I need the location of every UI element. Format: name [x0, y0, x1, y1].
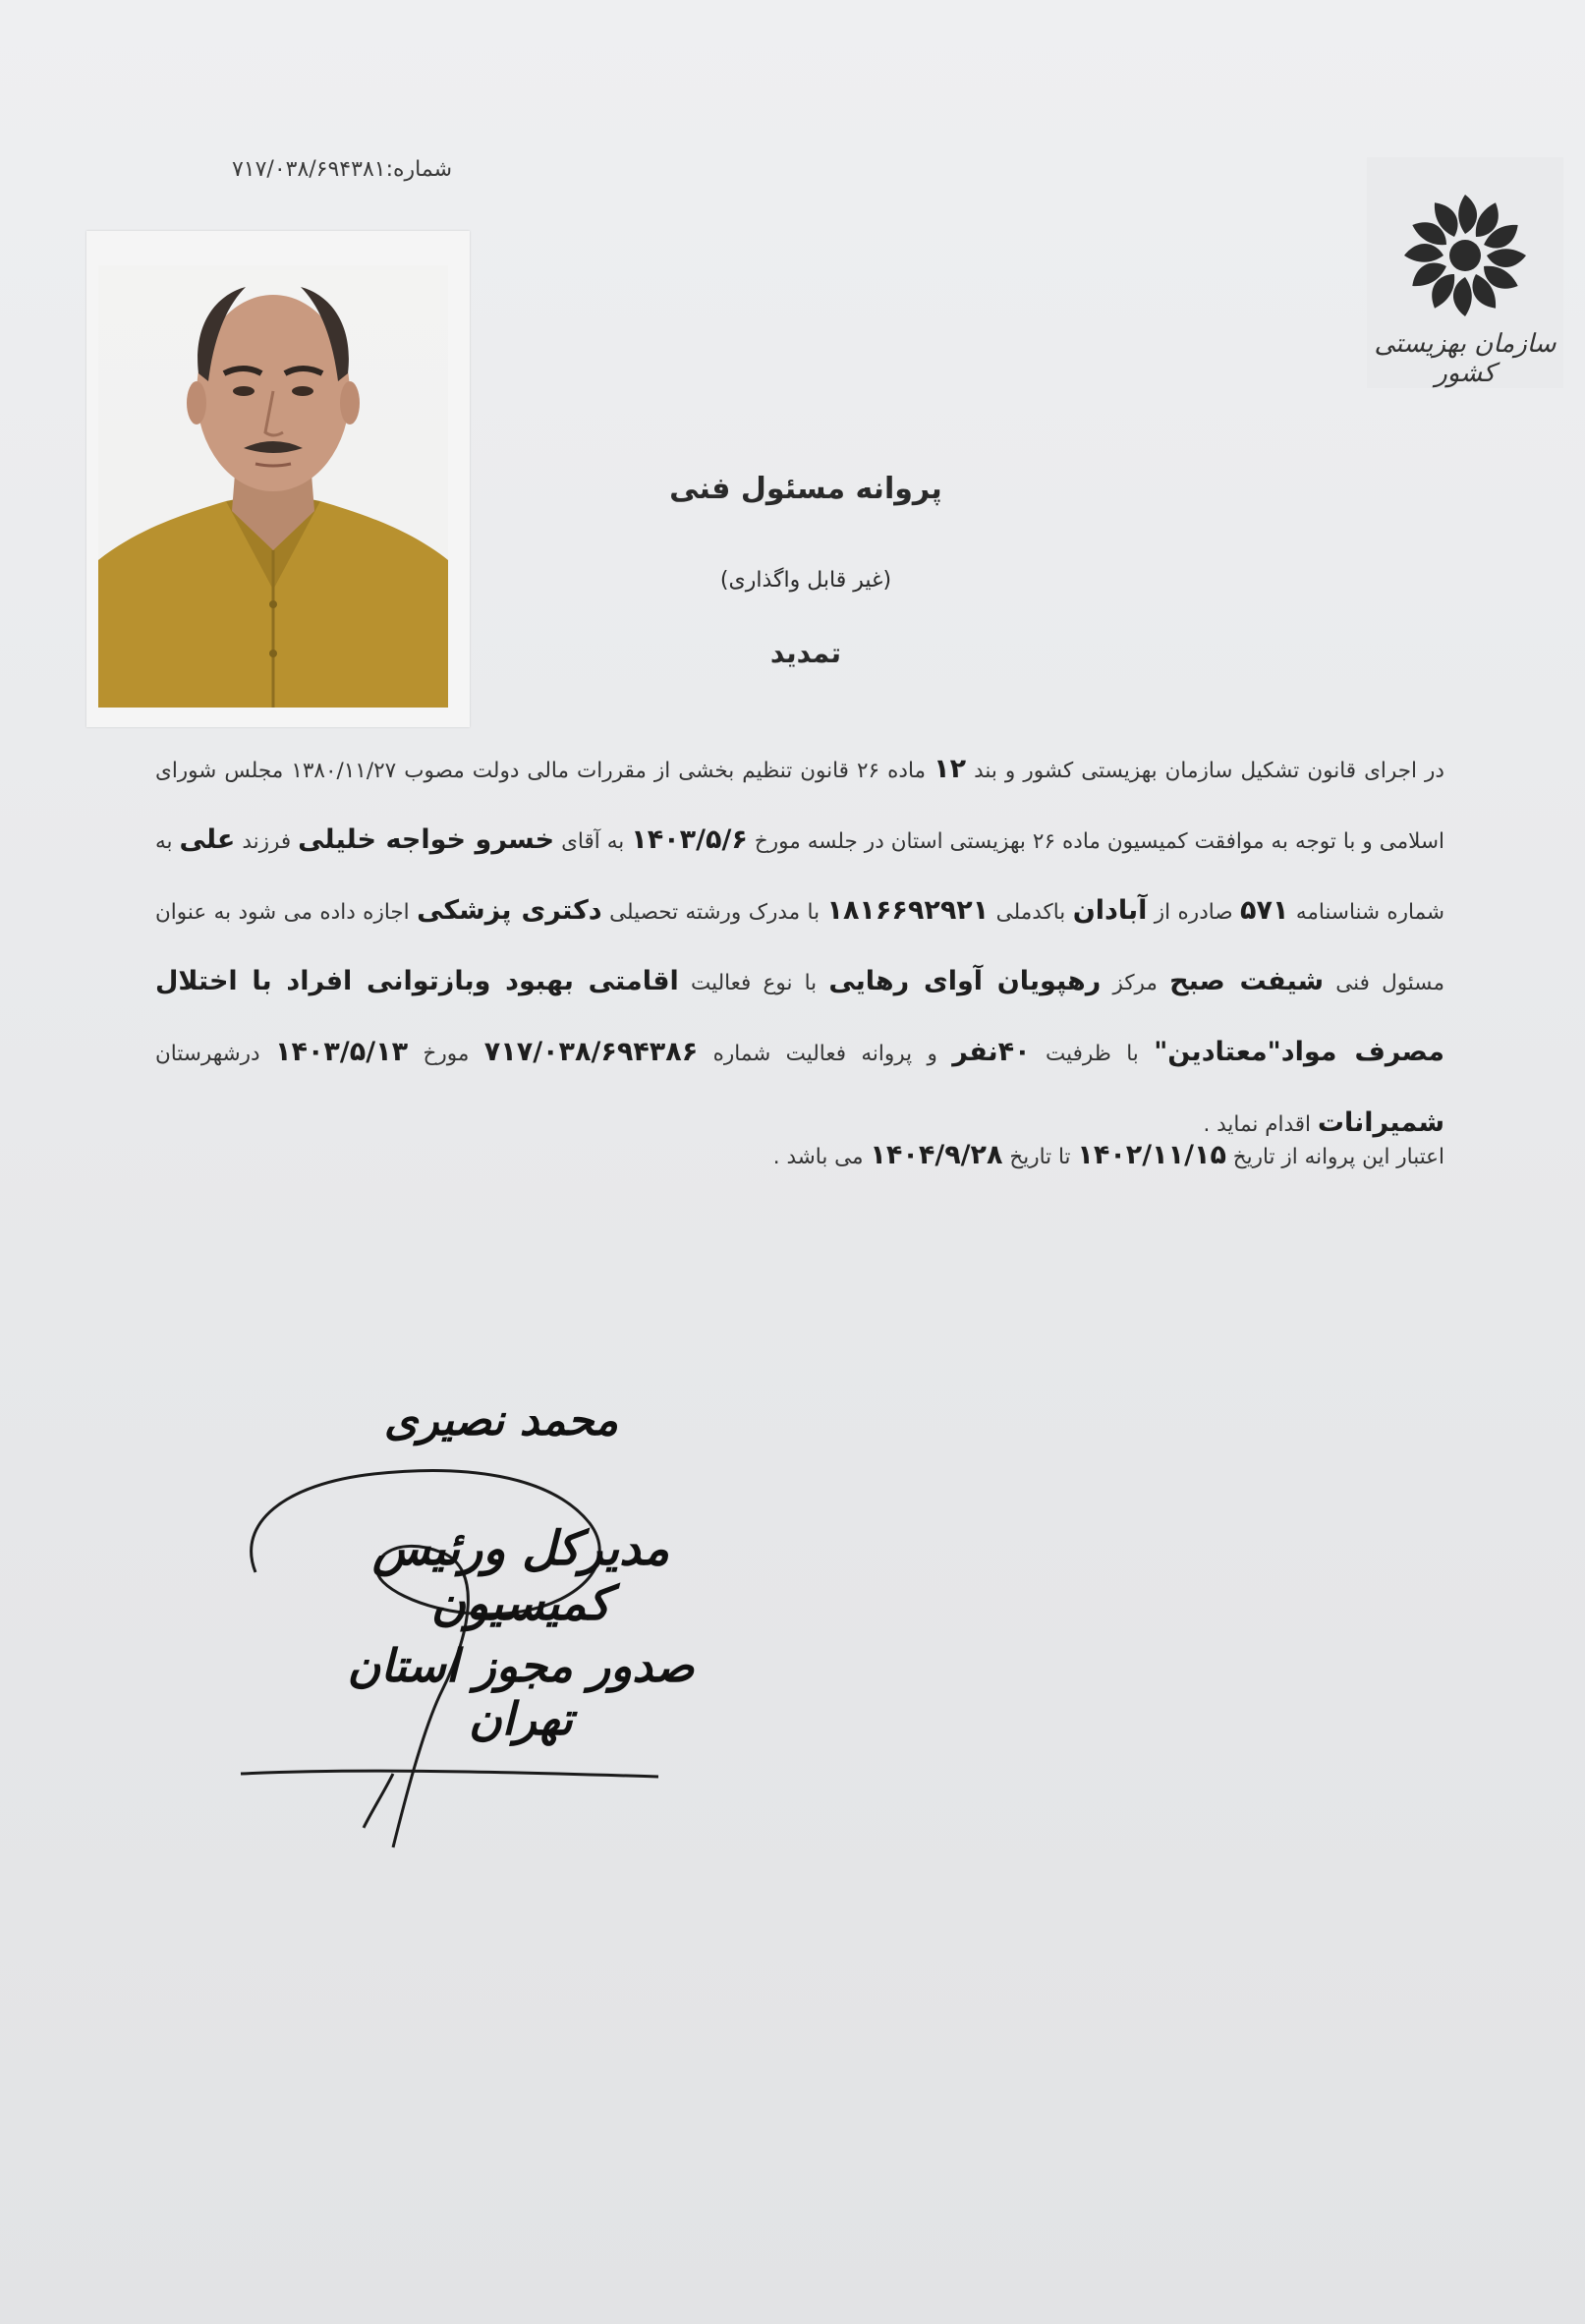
person-name: خسرو خواجه خلیلی [298, 824, 555, 855]
center-name: رهپویان آوای رهایی [828, 966, 1102, 996]
body-text-segment: ماده ۲۶ قانون تنظیم بخشی از مقررات مالی دولت مصوب [404, 759, 927, 783]
validity-to-date: ۱۴۰۴/۹/۲۸ [870, 1140, 1003, 1170]
body-text-segment: آقای [561, 829, 600, 854]
body-text-segment: در اجرای قانون تشکیل سازمان بهزیستی کشور و بند [974, 759, 1444, 783]
document-number: شماره:۷۱۷/۰۳۸/۶۹۴۳۸۱ [231, 157, 452, 182]
body-text-segment: درشهرستان [155, 1042, 260, 1066]
license-number: ۷۱۷/۰۳۸/۶۹۴۳۸۶ [483, 1037, 699, 1067]
body-text-segment: فعالیت [690, 971, 752, 995]
validity-text: تا تاریخ [1009, 1145, 1071, 1169]
meeting-date: ۱۴۰۳/۵/۶ [631, 824, 748, 855]
shift: شیفت صبح [1169, 966, 1325, 996]
clause-number: ۱۲ [934, 754, 967, 784]
license-body [155, 735, 1444, 1160]
birth-certificate-number: ۵۷۱ [1239, 895, 1289, 926]
organization-logo [1367, 157, 1563, 388]
body-text-segment: اقدام نماید . [1203, 1112, 1312, 1137]
national-id: ۱۸۱۶۶۹۲۹۲۱ [826, 895, 990, 926]
portrait-photo [98, 265, 448, 708]
signatory-role: مدیرکل ورئیس کمیسیون [371, 1521, 670, 1631]
body-text-segment: مرکز [1112, 971, 1158, 995]
capacity: ۴۰نفر [952, 1037, 1031, 1067]
body-text-segment: اجازه داده می شود به عنوان مسئول فنی [155, 900, 1444, 995]
validity-line [155, 1140, 1444, 1170]
body-text-segment: ورشته تحصیلی [609, 900, 742, 925]
body-text-segment: با مدرک [748, 900, 821, 925]
organization-logo-text: سازمان بهزیستی کشور [1374, 329, 1557, 388]
flower-emblem-icon [1387, 177, 1544, 334]
body-text-segment: و پروانه فعالیت شماره [712, 1042, 937, 1066]
activity-type: اقامتی بهبود وبازتوانی افراد با اختلال مصرف مواد"معتادین" [155, 966, 1444, 1067]
license-date: ۱۴۰۳/۵/۱۳ [274, 1037, 409, 1067]
body-text-segment: با نوع [763, 971, 818, 995]
degree: دکتری پزشکی [417, 895, 602, 926]
father-name: علی [179, 824, 236, 855]
body-text-segment: مورخ [423, 1042, 470, 1066]
body-text-segment: باکدملی [995, 900, 1066, 925]
validity-text: اعتبار این پروانه از تاریخ [1232, 1145, 1444, 1169]
body-text-segment: ۱۳۸۰/۱۱/۲۷ مجلس شورای اسلامی و با توجه به موافقت کمیسیون ماده ۲۶ بهزیستی استان در جلسه مورخ [155, 759, 1444, 854]
city: شمیرانات [1317, 1107, 1444, 1138]
person-portrait-icon [98, 265, 448, 708]
body-text-segment: به [606, 829, 625, 854]
renewal-label: تمدید [769, 637, 842, 669]
signatory-department: صدور مجوز استان تهران [347, 1639, 695, 1745]
body-text-segment: با ظرفیت [1046, 1042, 1139, 1066]
validity-from-date: ۱۴۰۲/۱۱/۱۵ [1077, 1140, 1226, 1170]
document-subtitle: (غیر قابل واگذاری) [719, 568, 892, 593]
signatory-name: محمد نصیری [383, 1395, 619, 1445]
body-text-segment: به شماره شناسنامه [155, 829, 1445, 925]
issued-from: آبادان [1072, 895, 1148, 926]
body-text-segment: صادره از [1154, 900, 1233, 925]
validity-text: می باشد . [772, 1145, 864, 1169]
document-title: پروانه مسئول فنی [669, 472, 942, 506]
body-text-segment: فرزند [242, 829, 292, 854]
